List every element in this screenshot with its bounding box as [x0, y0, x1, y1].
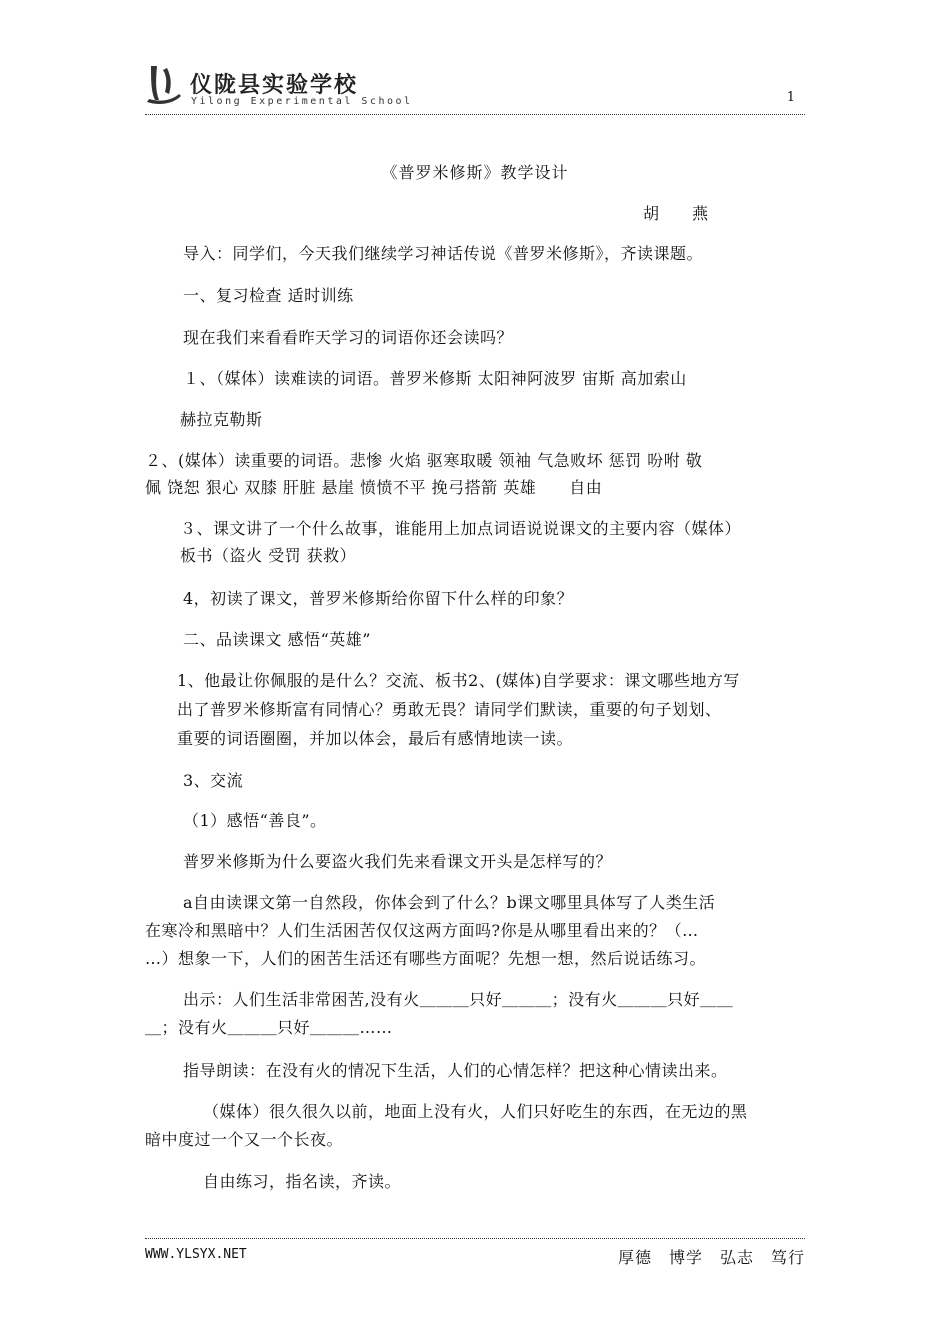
paragraph: １、（媒体）读难读的词语。普罗米修斯 太阳神阿波罗 宙斯 高加索山: [183, 369, 687, 388]
paragraph: 板书（盗火 受罚 获救）: [180, 546, 357, 565]
paragraph: 导入：同学们，今天我们继续学习神话传说《普罗米修斯》，齐读课题。: [183, 244, 704, 263]
paragraph: 出示：人们生活非常困苦,没有火＿＿＿只好＿＿＿；没有火＿＿＿只好＿＿: [183, 990, 734, 1009]
page-header: [145, 62, 805, 118]
paragraph: 自由练习，指名读，齐读。: [203, 1172, 402, 1191]
paragraph: ＿；没有火＿＿＿只好＿＿＿……: [145, 1018, 393, 1037]
document-author: 胡 燕: [643, 204, 723, 223]
paragraph: 出了普罗米修斯富有同情心？勇敢无畏？请同学们默读，重要的句子划划、: [177, 700, 722, 719]
paragraph: 佩 饶恕 狠心 双膝 肝脏 悬崖 愤愤不平 挽弓搭箭 英雄 自由: [145, 478, 603, 497]
page-number: 1: [786, 90, 795, 105]
section-heading: 一、复习检查 适时训练: [183, 286, 354, 305]
footer-motto: 厚德 博学 弘志 笃行: [617, 1248, 805, 1267]
paragraph: 普罗米修斯为什么要盗火我们先来看课文开头是怎样写的？: [183, 852, 613, 871]
paragraph: 重要的词语圈圈，并加以体会，最后有感情地读一读。: [177, 729, 574, 748]
paragraph: ３、课文讲了一个什么故事，谁能用上加点词语说说课文的主要内容（媒体）: [180, 519, 742, 538]
footer-website: WWW.YLSYX.NET: [145, 1247, 247, 1262]
paragraph: （媒体）很久很久以前，地面上没有火，人们只好吃生的东西，在无边的黑: [203, 1102, 748, 1121]
school-name-english: Yilong Experimental School: [191, 96, 413, 107]
school-name: 仪陇县实验学校: [190, 73, 359, 98]
header-divider: [145, 114, 805, 115]
paragraph: 现在我们来看看昨天学习的词语你还会读吗？: [183, 328, 514, 347]
paragraph: 赫拉克勒斯: [180, 410, 263, 429]
paragraph: （1）感悟“善良”。: [183, 811, 327, 830]
document-title: 《普罗米修斯》教学设计: [381, 163, 569, 182]
paragraph: 在寒冷和黑暗中？人们生活困苦仅仅这两方面吗?你是从哪里看出来的？（…: [145, 921, 699, 940]
paragraph: 3、交流: [183, 771, 244, 790]
paragraph: 1、他最让你佩服的是什么？交流、板书2、(媒体)自学要求：课文哪些地方写: [177, 671, 740, 690]
paragraph: …）想象一下，人们的困苦生活还有哪些方面呢？先想一想，然后说话练习。: [145, 949, 707, 968]
paragraph: 指导朗读：在没有火的情况下生活，人们的心情怎样？把这种心情读出来。: [183, 1061, 728, 1080]
school-logo-icon: [145, 62, 183, 106]
paragraph: 暗中度过一个又一个长夜。: [145, 1130, 344, 1149]
footer-divider: [145, 1238, 805, 1239]
section-heading: 二、品读课文 感悟“英雄”: [183, 630, 371, 649]
paragraph: ２、(媒体）读重要的词语。悲惨 火焰 驱寒取暖 领袖 气急败坏 惩罚 吩咐 敬: [145, 451, 703, 470]
paragraph: 4，初读了课文，普罗米修斯给你留下什么样的印象？: [183, 589, 574, 608]
paragraph: a自由读课文第一自然段，你体会到了什么？b课文哪里具体写了人类生活: [183, 893, 716, 912]
